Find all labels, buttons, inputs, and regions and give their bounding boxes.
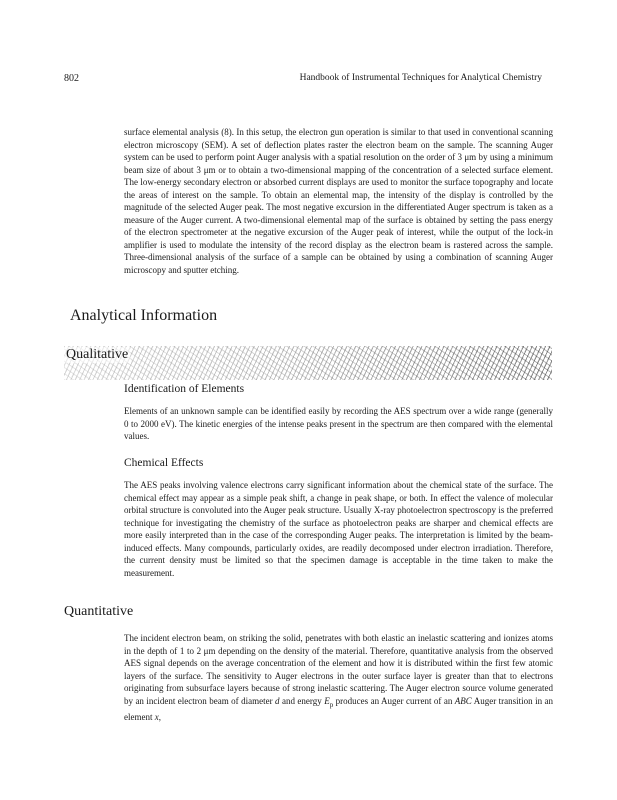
subsection-title-qualitative: Qualitative bbox=[66, 347, 129, 362]
var-x: x bbox=[154, 711, 159, 722]
chemical-effects-paragraph: The AES peaks involving valence electrons carry significant information about the chemical state of the surface. The chemical effect may appear as a simple peak shift, a change in peak shape, or both. In effect the valence of molecular orbital structure is convoluted into the Auger peak structure. Usually X-ray photoelectron spectroscopy is the preferred technique for investigating the chemistry of the surface as photoelectron peaks are sharper and chemical effects are more easily interpreted than in the case of the corresponding Auger peaks. The interpretation is limited by the beam-induced effects. Many compounds, particularly oxides, are readily decomposed under electron irradiation. Therefore, the current density must be limited so that the specimen damage is acceptable in the time taken to make the measurement. bbox=[124, 480, 553, 578]
var-d: d bbox=[275, 695, 280, 706]
heading-identification-of-elements: Identification of Elements bbox=[124, 383, 245, 395]
intro-paragraph: surface elemental analysis (8). In this setup, the electron gun operation is similar to that used in conventional scanning electron microscopy (SEM). A set of deflection plates raster the electron beam on the sample. The scanning Auger system can be used to perform point Auger analysis with a spatial resolution on the order of 3 μm by using a minimum beam size of about 3 μm or to obtain a two-dimensional mapping of the concentration of a selected surface element. The low-energy secondary electron or absorbed current displays are used to monitor the surface topography and locate the areas of interest on the sample. To obtain an elemental map, the intensity of the display is controlled by the magnitude of the selected Auger peak. The most negative excursion in the differentiated Auger spectrum is taken as a measure of the Auger current. A two-dimensional elemental map of the surface is obtained by setting the pass energy of the electron spectrometer at the negative excursion of the Auger peak of interest, while the output of the lock-in amplifier is used to modulate the intensity of the record display as the electron beam is rastered across the sample. Three-dimensional analysis of the surface of a sample can be obtained by using a combination of scanning Auger microscopy and sputter etching. bbox=[124, 127, 553, 275]
section-title-analytical-information: Analytical Information bbox=[70, 307, 218, 324]
var-abc: ABC bbox=[454, 695, 472, 706]
quantitative-text-end: , bbox=[158, 711, 161, 722]
heading-chemical-effects: Chemical Effects bbox=[124, 457, 204, 469]
var-e: E bbox=[324, 695, 330, 706]
quantitative-text-produces: produces an Auger current of an bbox=[335, 695, 453, 706]
identification-paragraph: Elements of an unknown sample can be identified easily by recording the AES spectrum over a wide range (generally 0 to 2000 eV). The kinetic energies of the intense peaks present in the spectrum are then compared with the elemental values. bbox=[124, 406, 553, 441]
quantitative-text-and-energy: and energy bbox=[282, 695, 322, 706]
quantitative-text-transition: Auger transition in an element bbox=[124, 695, 554, 722]
var-e-subscript: p bbox=[329, 700, 334, 709]
quantitative-paragraph bbox=[124, 632, 553, 723]
page-number: 802 bbox=[64, 73, 79, 84]
subsection-title-quantitative: Quantitative bbox=[64, 604, 134, 619]
qualitative-halftone-band bbox=[64, 346, 552, 380]
running-title: Handbook of Instrumental Techniques for Analytical Chemistry bbox=[299, 73, 542, 83]
quantitative-text-main: The incident electron beam, on striking the solid, penetrates with both elastic an inelastic scattering and ionizes atoms in the depth of 1 to 2 μm depending on the density of the material. Therefore, quantitative analysis from the observed AES signal depends on the average concentration of the element and how it is distributed within the first few atomic layers of the surface. The sensitivity to Auger electrons in the outer surface layer is greater than that to electrons originating from subsurface layers because of strong inelastic scattering. The Auger electron source volume generated by an incident electron beam of diameter bbox=[124, 633, 553, 706]
